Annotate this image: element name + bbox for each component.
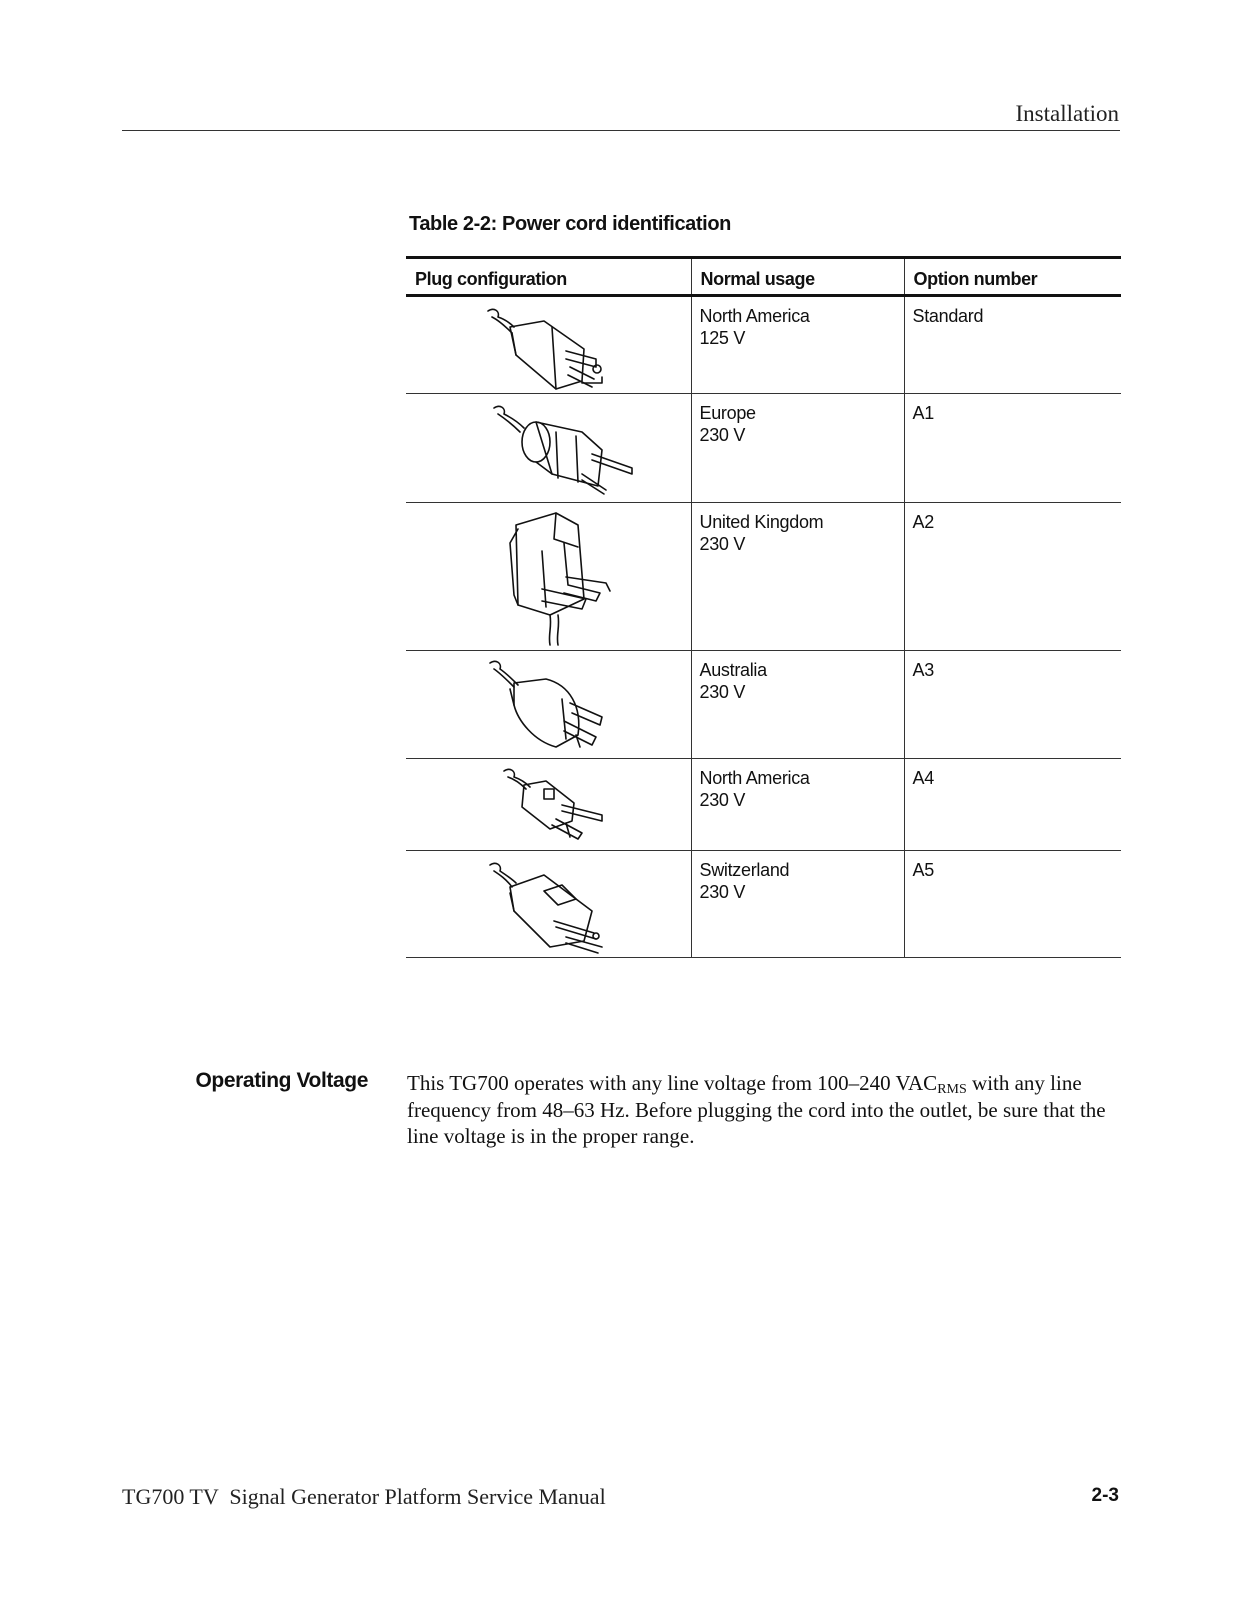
power-cord-table	[406, 256, 1121, 958]
table-row	[406, 759, 1121, 851]
usage-voltage: 230 V	[699, 534, 746, 554]
option-number: A3	[904, 651, 1121, 759]
running-header: Installation	[1015, 101, 1119, 126]
plug-north-america-125v-icon	[406, 297, 691, 393]
column-header: Option number	[904, 258, 1121, 296]
option-number: Standard	[904, 296, 1121, 394]
table-row	[406, 503, 1121, 651]
operating-voltage-paragraph: This TG700 operates with any line voltage from 100–240 $VAC_{RMS}$ with any line frequency from 48–63 Hz. Before plugging the cord into the outlet, be sure that the line voltage is in the proper range.	[407, 1071, 1106, 1148]
usage-region: Switzerland	[699, 860, 790, 880]
footer-title: TG700 TV Signal Generator Platform Service Manual	[122, 1484, 606, 1509]
usage-region: United Kingdom	[699, 512, 824, 532]
plug-australia-icon	[406, 651, 691, 758]
usage-region: North America	[699, 306, 810, 326]
usage-region: Europe	[699, 403, 756, 423]
plug-north-america-230v-icon	[406, 759, 691, 850]
option-number: A4	[904, 759, 1121, 851]
table-row	[406, 651, 1121, 759]
page-number: 2-3	[1091, 1485, 1119, 1506]
usage-region: Australia	[699, 660, 767, 680]
usage-voltage: 125 V	[699, 328, 746, 348]
table-row	[406, 296, 1121, 394]
plug-europe-icon	[406, 394, 691, 502]
usage-voltage: 230 V	[699, 882, 746, 902]
table-caption: Table 2-2: Power cord identification	[409, 213, 731, 235]
option-number: A2	[904, 503, 1121, 651]
table-row	[406, 851, 1121, 958]
table-row	[406, 394, 1121, 503]
column-header: Normal usage	[691, 258, 904, 296]
table-header-row	[406, 258, 1121, 296]
header-rule	[122, 130, 1120, 131]
usage-voltage: 230 V	[699, 682, 746, 702]
option-number: A1	[904, 394, 1121, 503]
section-heading: Operating Voltage	[195, 1069, 368, 1092]
plug-switzerland-icon	[406, 851, 691, 957]
usage-voltage: 230 V	[699, 425, 746, 445]
column-header: Plug configuration	[406, 258, 691, 296]
option-number: A5	[904, 851, 1121, 958]
usage-voltage: 230 V	[699, 790, 746, 810]
plug-united-kingdom-icon	[406, 503, 691, 650]
usage-region: North America	[699, 768, 810, 788]
